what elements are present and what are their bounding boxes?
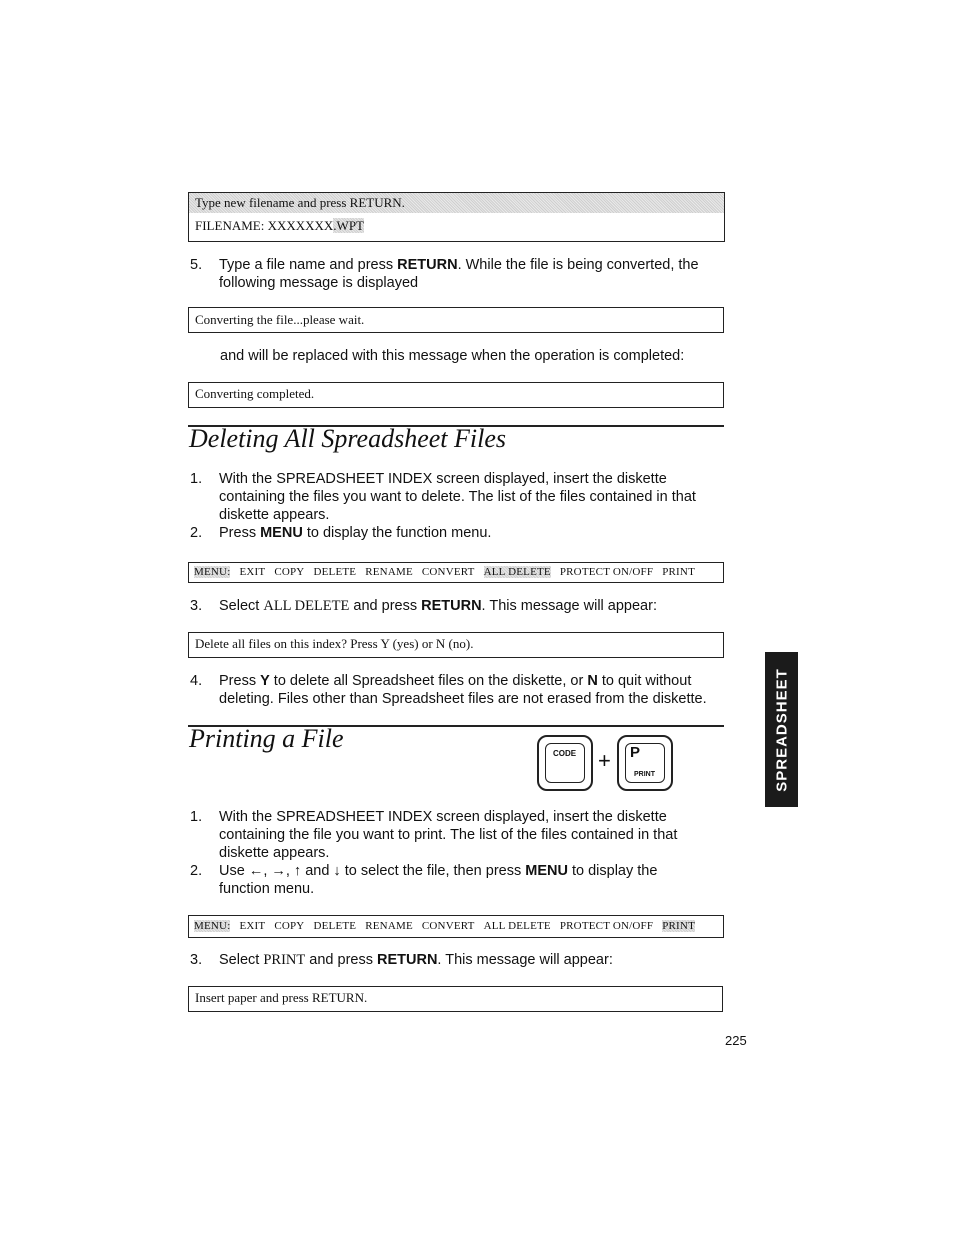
print-key-label: PRINT	[634, 771, 655, 778]
menu-all-delete-selected: ALL DELETE	[483, 566, 551, 578]
delete-step-1-number: 1.	[190, 471, 203, 487]
delete-step-2-number: 2.	[190, 525, 203, 541]
menu-protect: PROTECT ON/OFF	[559, 566, 654, 578]
print-step-3-text	[219, 951, 724, 969]
filename-prefix: FILENAME: XXXXXXX	[195, 218, 334, 233]
delete-step-3-b: and press	[349, 598, 422, 614]
delete-step-3-text	[219, 597, 724, 615]
menu-label: MENU:	[194, 920, 231, 932]
screen-filename-prompt	[188, 192, 725, 242]
step-5-text-b: . While the file is being converted, the following message is displayed	[219, 257, 699, 291]
screen-confirm-delete	[188, 632, 724, 658]
code-key-label: CODE	[553, 749, 577, 758]
print-step-2-text	[219, 862, 699, 898]
menu-rename: RENAME	[365, 920, 413, 932]
delete-step-2-text	[219, 524, 724, 542]
delete-step-2-a: Press	[219, 525, 261, 541]
delete-step-4-n: N	[587, 673, 598, 689]
menu-protect: PROTECT ON/OFF	[559, 920, 654, 932]
print-step-3-number: 3.	[190, 952, 203, 968]
screen-line-2	[195, 218, 364, 234]
print-step-2-a: Use ←, →, ↑ and ↓ to select the file, then press	[219, 863, 526, 879]
menu-print-selected: PRINT	[662, 920, 695, 932]
menu-convert: CONVERT	[421, 566, 475, 578]
step-5-bold: RETURN	[397, 257, 458, 273]
delete-step-3-bold: RETURN	[421, 598, 482, 614]
screen-completed	[188, 382, 724, 408]
heading-delete: Deleting All Spreadsheet Files	[189, 424, 506, 453]
plus-sign: +	[598, 748, 611, 773]
replaced-text: and will be replaced with this message when the operation is completed:	[220, 348, 685, 364]
delete-step-4-number: 4.	[190, 673, 203, 689]
screen-insert-text: Insert paper and press RETURN.	[195, 990, 368, 1005]
menu-print: PRINT	[662, 566, 695, 578]
menu-copy: COPY	[274, 920, 305, 932]
screen-converting	[188, 307, 724, 333]
screen-insert-paper	[188, 986, 723, 1012]
screen-converting-text: Converting the file...please wait.	[195, 312, 365, 327]
delete-step-3-number: 3.	[190, 598, 203, 614]
heading-print: Printing a File	[189, 724, 344, 753]
print-key-letter: P	[630, 744, 641, 761]
step-5-text	[219, 256, 724, 292]
menu-convert: CONVERT	[421, 920, 475, 932]
menu-copy: COPY	[274, 566, 305, 578]
delete-step-3-serif: ALL DELETE	[263, 598, 350, 614]
menu-label: MENU:	[194, 566, 231, 578]
delete-step-1-text: With the SPREADSHEET INDEX screen displayed, insert the diskette containing the files you want to delete. The list of the files contained in that diskette appears.	[219, 471, 696, 523]
section-side-tab	[765, 652, 798, 807]
menu-bar-print	[188, 915, 724, 938]
side-tab-label: SPREADSHEET	[773, 667, 790, 792]
screen-confirm-text: Delete all files on this index? Press Y (yes) or N (no).	[195, 636, 474, 651]
delete-step-4-text	[219, 672, 729, 708]
screen-completed-text: Converting completed.	[195, 386, 315, 401]
print-step-2-bold: MENU	[525, 863, 568, 879]
code-key-icon	[537, 735, 593, 791]
screen-line-1: Type new filename and press RETURN.	[195, 195, 405, 210]
print-key-icon	[617, 735, 673, 791]
print-step-3-b: and press	[305, 952, 377, 968]
delete-step-2-bold: MENU	[260, 525, 303, 541]
menu-bar-delete	[188, 562, 724, 583]
step-5-number: 5.	[190, 257, 203, 273]
delete-step-2-b: to display the function menu.	[302, 525, 492, 541]
print-step-2-number: 2.	[190, 863, 203, 879]
menu-rename: RENAME	[365, 566, 413, 578]
step-5-text-a: Type a file name and press	[219, 257, 398, 273]
menu-exit: EXIT	[239, 920, 266, 932]
filename-suffix: .WPT	[333, 218, 364, 233]
page-number: 225	[725, 1033, 747, 1048]
delete-step-4-y: Y	[260, 673, 270, 689]
print-step-3-a: Select	[219, 952, 264, 968]
menu-delete: DELETE	[313, 566, 357, 578]
print-step-2-b: to display the function menu.	[219, 863, 658, 897]
menu-exit: EXIT	[239, 566, 266, 578]
menu-all-delete: ALL DELETE	[483, 920, 551, 932]
print-step-1-number: 1.	[190, 809, 203, 825]
menu-delete: DELETE	[313, 920, 357, 932]
delete-step-4-a: Press	[219, 673, 261, 689]
print-step-3-serif: PRINT	[263, 952, 306, 968]
print-step-3-bold: RETURN	[377, 952, 438, 968]
delete-step-3-c: . This message will appear:	[481, 598, 657, 614]
delete-step-4-b: to delete all Spreadsheet files on the diskette, or	[269, 673, 588, 689]
print-step-1-text: With the SPREADSHEET INDEX screen displayed, insert the diskette containing the file you want to print. The list of the files contained in that diskette appears.	[219, 809, 678, 861]
delete-step-4-c: to quit without deleting. Files other than Spreadsheet files are not erased from the diskette.	[219, 673, 707, 707]
print-step-3-c: . This message will appear:	[437, 952, 613, 968]
delete-step-3-a: Select	[219, 598, 264, 614]
